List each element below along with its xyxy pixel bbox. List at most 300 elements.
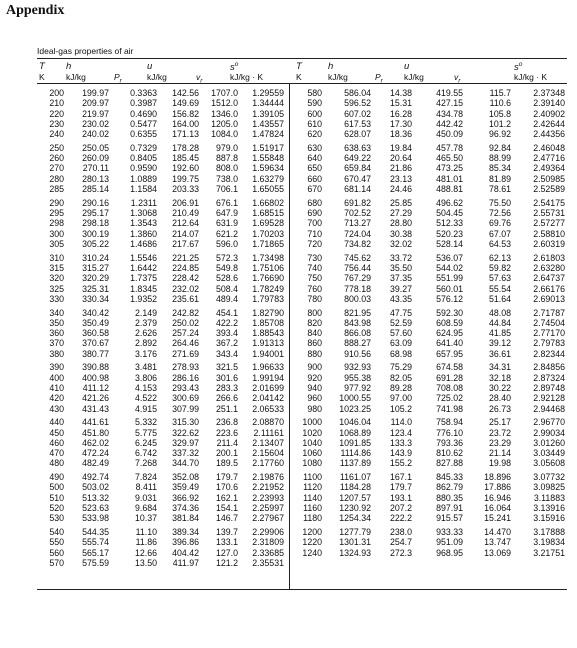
cell-u: 206.91 xyxy=(172,197,199,208)
cell-Pr: 19.84 xyxy=(389,142,412,153)
cell-u: 329.97 xyxy=(172,437,199,448)
cell-T: 760 xyxy=(307,283,322,294)
cell-u: 951.09 xyxy=(436,537,463,548)
cell-s: 3.11883 xyxy=(533,492,565,503)
cell-Pr: 193.1 xyxy=(389,492,412,503)
table-row xyxy=(37,253,285,263)
cell-T: 560 xyxy=(49,547,64,558)
cell-Pr: 82.05 xyxy=(389,372,412,383)
cell-vr: 223.6 xyxy=(215,427,238,438)
table-top-rule xyxy=(37,58,567,59)
cell-vr: 162.1 xyxy=(215,492,238,503)
cell-h: 285.14 xyxy=(82,184,109,195)
cell-vr: 25.17 xyxy=(488,417,511,428)
table-row xyxy=(37,338,285,348)
cell-u: 657.95 xyxy=(436,348,463,359)
cell-vr: 85.34 xyxy=(488,163,511,174)
cell-T: 280 xyxy=(49,173,64,184)
cell-s: 1.63279 xyxy=(252,173,284,184)
cell-s: 1.51917 xyxy=(252,142,284,153)
cell-T: 1140 xyxy=(303,492,322,503)
cell-Pr: 30.38 xyxy=(389,228,412,239)
table-row xyxy=(291,198,567,208)
cell-u: 307.99 xyxy=(172,403,199,414)
cell-vr: 81.89 xyxy=(488,173,511,184)
cell-h: 767.29 xyxy=(344,273,371,284)
cell-vr: 211.4 xyxy=(216,437,238,448)
cell-s: 2.52589 xyxy=(533,184,565,195)
cell-h: 843.98 xyxy=(344,317,371,328)
cell-s: 2.89748 xyxy=(533,382,565,393)
table-row xyxy=(291,393,567,403)
table-row xyxy=(291,109,567,119)
cell-Pr: 7.824 xyxy=(134,472,157,483)
cell-s: 2.37348 xyxy=(533,88,565,98)
cell-s: 2.96770 xyxy=(533,417,565,428)
table-row xyxy=(37,404,285,414)
cell-T: 1060 xyxy=(302,448,322,459)
cell-u: 235.61 xyxy=(172,293,199,304)
table-right-half xyxy=(291,88,567,558)
cell-u: 708.08 xyxy=(436,382,463,393)
cell-Pr: 238.0 xyxy=(389,527,412,537)
cell-vr: 55.54 xyxy=(488,283,511,294)
cell-s: 2.25997 xyxy=(252,503,284,514)
cell-u: 592.30 xyxy=(436,307,463,318)
cell-h: 370.67 xyxy=(82,338,109,349)
table-row xyxy=(37,482,285,492)
cell-Pr: 2.149 xyxy=(134,307,157,318)
cell-h: 745.62 xyxy=(344,252,371,263)
cell-Pr: 4.522 xyxy=(134,393,157,404)
cell-Pr: 63.09 xyxy=(389,338,412,349)
table-row xyxy=(291,208,567,218)
cell-vr: 62.13 xyxy=(488,252,511,263)
cell-vr: 72.56 xyxy=(488,208,511,219)
table-row xyxy=(291,417,567,427)
cell-vr: 528.6 xyxy=(215,273,238,284)
cell-h: 955.38 xyxy=(344,372,371,383)
cell-T: 960 xyxy=(307,393,322,404)
table-row xyxy=(291,404,567,414)
cell-vr: 676.1 xyxy=(215,197,238,208)
cell-vr: 422.2 xyxy=(215,317,238,328)
cell-h: 400.98 xyxy=(82,372,109,383)
cell-u: 142.56 xyxy=(172,88,199,98)
cell-s: 1.65055 xyxy=(252,184,284,195)
cell-h: 1068.89 xyxy=(339,427,371,438)
table-title: Ideal-gas properties of air xyxy=(37,46,134,56)
cell-s: 2.39140 xyxy=(533,98,565,109)
header-u-left: u xyxy=(147,61,153,72)
cell-Pr: 123.4 xyxy=(389,427,412,438)
cell-Pr: 272.3 xyxy=(389,547,412,558)
cell-u: 221.25 xyxy=(172,252,199,263)
cell-Pr: 6.245 xyxy=(134,437,157,448)
cell-h: 1254.34 xyxy=(339,513,371,524)
cell-u: 933.33 xyxy=(436,527,463,537)
cell-s: 1.85708 xyxy=(252,317,284,328)
cell-Pr: 23.13 xyxy=(389,173,412,184)
cell-u: 381.84 xyxy=(172,513,199,524)
cell-T: 1240 xyxy=(302,547,322,558)
cell-s: 2.13407 xyxy=(252,437,284,448)
cell-u: 300.69 xyxy=(172,393,199,404)
table-row xyxy=(37,537,285,547)
cell-s: 2.06533 xyxy=(252,403,284,414)
cell-s: 1.34444 xyxy=(252,98,284,109)
cell-s: 2.64737 xyxy=(533,273,565,284)
cell-T: 410 xyxy=(49,382,64,393)
cell-s: 2.61803 xyxy=(533,252,565,263)
cell-vr: 96.92 xyxy=(488,129,511,140)
cell-vr: 979.0 xyxy=(215,142,238,153)
cell-u: 366.92 xyxy=(172,492,199,503)
cell-s: 2.57277 xyxy=(533,218,565,229)
header-h-unit-right: kJ/kg xyxy=(328,72,348,82)
cell-vr: 110.6 xyxy=(489,98,511,109)
table-row xyxy=(37,239,285,249)
cell-s: 2.19876 xyxy=(252,472,284,483)
cell-u: 210.49 xyxy=(172,208,199,219)
cell-s: 2.54175 xyxy=(533,197,565,208)
cell-T: 1120 xyxy=(303,482,322,493)
cell-vr: 631.9 xyxy=(215,218,238,229)
cell-T: 750 xyxy=(307,273,322,284)
cell-h: 300.19 xyxy=(82,228,109,239)
cell-vr: 508.4 xyxy=(215,283,238,294)
table-row xyxy=(37,88,285,98)
cell-Pr: 0.5477 xyxy=(130,118,157,129)
cell-Pr: 16.28 xyxy=(389,108,412,119)
cell-Pr: 222.2 xyxy=(389,513,412,524)
cell-T: 720 xyxy=(307,238,322,249)
cell-u: 242.82 xyxy=(172,307,199,318)
cell-u: 217.67 xyxy=(172,238,199,249)
cell-T: 285 xyxy=(49,184,64,195)
cell-s: 2.29906 xyxy=(252,527,284,537)
cell-vr: 48.08 xyxy=(488,307,511,318)
cell-vr: 41.85 xyxy=(488,328,511,339)
cell-u: 624.95 xyxy=(436,328,463,339)
cell-u: 322.62 xyxy=(172,427,199,438)
cell-T: 260 xyxy=(49,153,64,164)
table-row xyxy=(37,503,285,513)
table-row xyxy=(291,119,567,129)
cell-h: 628.07 xyxy=(344,129,371,140)
cell-T: 590 xyxy=(307,98,322,109)
cell-T: 450 xyxy=(49,427,64,438)
cell-vr: 75.50 xyxy=(488,197,511,208)
cell-T: 240 xyxy=(49,129,64,140)
cell-Pr: 167.1 xyxy=(389,472,412,483)
cell-Pr: 207.2 xyxy=(389,503,412,514)
cell-u: 149.69 xyxy=(172,98,199,109)
cell-T: 530 xyxy=(49,513,64,524)
cell-Pr: 0.7329 xyxy=(130,142,157,153)
cell-T: 1220 xyxy=(302,537,322,548)
cell-Pr: 133.3 xyxy=(389,437,412,448)
cell-s: 2.84856 xyxy=(533,362,565,373)
cell-Pr: 11.10 xyxy=(135,527,157,537)
cell-h: 462.02 xyxy=(82,437,109,448)
cell-h: 492.74 xyxy=(82,472,109,483)
cell-vr: 23.29 xyxy=(488,437,511,448)
cell-T: 700 xyxy=(307,218,322,229)
cell-u: 389.34 xyxy=(172,527,199,537)
cell-vr: 17.886 xyxy=(484,482,511,493)
cell-s: 2.87324 xyxy=(533,372,565,383)
cell-vr: 21.14 xyxy=(488,448,511,459)
cell-Pr: 20.64 xyxy=(389,153,412,164)
cell-h: 821.95 xyxy=(344,307,371,318)
cell-s: 1.59634 xyxy=(252,163,284,174)
cell-s: 2.69013 xyxy=(533,293,565,304)
cell-T: 980 xyxy=(307,403,322,414)
cell-h: 250.05 xyxy=(82,142,109,153)
appendix-heading: Appendix xyxy=(6,3,65,18)
cell-u: 496.62 xyxy=(436,197,463,208)
cell-u: 203.33 xyxy=(172,184,199,195)
cell-T: 298 xyxy=(49,218,64,229)
cell-vr: 16.946 xyxy=(484,492,511,503)
cell-vr: 251.1 xyxy=(215,403,238,414)
cell-h: 1161.07 xyxy=(339,472,371,483)
cell-T: 640 xyxy=(307,153,322,164)
cell-s: 1.47824 xyxy=(252,129,284,140)
cell-s: 2.63280 xyxy=(533,262,565,273)
table-row xyxy=(37,308,285,318)
cell-h: 713.27 xyxy=(344,218,371,229)
cell-T: 490 xyxy=(49,472,64,483)
cell-h: 800.03 xyxy=(344,293,371,304)
cell-s: 3.17888 xyxy=(533,527,565,537)
table-row xyxy=(37,362,285,372)
cell-Pr: 17.30 xyxy=(389,118,412,129)
cell-T: 1200 xyxy=(302,527,322,537)
cell-vr: 572.3 xyxy=(215,252,238,263)
cell-T: 400 xyxy=(49,372,64,383)
cell-u: 156.82 xyxy=(172,108,199,119)
table-row xyxy=(291,253,567,263)
cell-Pr: 33.72 xyxy=(389,252,412,263)
cell-vr: 393.4 xyxy=(215,328,238,339)
table-row xyxy=(291,527,567,537)
header-u-unit-right: kJ/kg xyxy=(404,72,424,82)
cell-s: 1.76690 xyxy=(252,273,284,284)
table-row xyxy=(291,383,567,393)
cell-u: 359.49 xyxy=(172,482,199,493)
cell-u: 473.25 xyxy=(436,163,463,174)
cell-vr: 549.8 xyxy=(215,262,238,273)
cell-u: 544.02 xyxy=(436,262,463,273)
cell-T: 630 xyxy=(307,142,322,153)
cell-vr: 706.1 xyxy=(215,184,238,195)
header-u-right: u xyxy=(404,61,410,72)
cell-s: 1.66802 xyxy=(252,197,284,208)
cell-h: 340.42 xyxy=(82,307,109,318)
cell-s: 2.71787 xyxy=(533,307,565,318)
cell-T: 1100 xyxy=(303,472,322,483)
cell-T: 550 xyxy=(49,537,64,548)
cell-h: 607.02 xyxy=(344,108,371,119)
table-row xyxy=(291,129,567,139)
cell-s: 1.79783 xyxy=(252,293,284,304)
cell-h: 977.92 xyxy=(344,382,371,393)
table-row xyxy=(291,184,567,194)
cell-u: 352.08 xyxy=(172,472,199,483)
table-row xyxy=(37,373,285,383)
cell-s: 2.50985 xyxy=(533,173,565,184)
cell-h: 390.88 xyxy=(82,362,109,373)
cell-h: 659.84 xyxy=(344,163,371,174)
cell-h: 472.24 xyxy=(82,448,109,459)
table-row xyxy=(37,393,285,403)
cell-Pr: 24.46 xyxy=(389,184,412,195)
table-row xyxy=(37,349,285,359)
cell-h: 260.09 xyxy=(82,153,109,164)
cell-T: 315 xyxy=(49,262,64,273)
cell-u: 199.75 xyxy=(172,173,199,184)
cell-h: 320.29 xyxy=(82,273,109,284)
table-row xyxy=(37,208,285,218)
cell-h: 199.97 xyxy=(82,88,109,98)
cell-s: 3.05608 xyxy=(533,458,565,469)
cell-s: 2.21952 xyxy=(252,482,284,493)
table-row xyxy=(291,537,567,547)
cell-s: 2.79783 xyxy=(533,338,565,349)
cell-vr: 15.241 xyxy=(484,513,511,524)
cell-vr: 115.7 xyxy=(489,88,511,98)
cell-T: 270 xyxy=(49,163,64,174)
table-row xyxy=(37,229,285,239)
header-T-right: T xyxy=(296,61,302,72)
cell-vr: 105.8 xyxy=(488,108,511,119)
cell-T: 900 xyxy=(307,362,322,373)
cell-T: 670 xyxy=(307,184,322,195)
cell-u: 278.93 xyxy=(172,362,199,373)
cell-Pr: 1.6442 xyxy=(130,262,157,273)
cell-vr: 489.4 xyxy=(215,293,238,304)
cell-u: 465.50 xyxy=(436,153,463,164)
cell-h: 325.31 xyxy=(82,283,109,294)
cell-vr: 69.76 xyxy=(488,218,511,229)
cell-Pr: 2.892 xyxy=(134,338,157,349)
table-row xyxy=(37,513,285,523)
cell-Pr: 3.176 xyxy=(134,348,157,359)
header-h-unit-left: kJ/kg xyxy=(66,72,86,82)
cell-u: 488.81 xyxy=(436,184,463,195)
cell-Pr: 32.02 xyxy=(389,238,412,249)
table-row xyxy=(291,263,567,273)
table-row xyxy=(37,198,285,208)
cell-Pr: 1.9352 xyxy=(130,293,157,304)
cell-vr: 189.5 xyxy=(215,458,238,469)
table-row xyxy=(37,218,285,228)
cell-u: 250.02 xyxy=(172,317,199,328)
cell-s: 3.03449 xyxy=(533,448,565,459)
cell-T: 200 xyxy=(49,88,64,98)
cell-Pr: 254.7 xyxy=(389,537,412,548)
cell-T: 295 xyxy=(49,208,64,219)
cell-h: 596.52 xyxy=(344,98,371,109)
cell-Pr: 0.3987 xyxy=(130,98,157,109)
cell-s: 2.11161 xyxy=(253,427,284,438)
cell-T: 440 xyxy=(49,417,64,428)
table-row xyxy=(37,428,285,438)
table-row xyxy=(37,263,285,273)
cell-T: 500 xyxy=(49,482,64,493)
cell-T: 420 xyxy=(49,393,64,404)
header-u-unit-left: kJ/kg xyxy=(147,72,167,82)
cell-Pr: 35.50 xyxy=(389,262,412,273)
cell-h: 1184.28 xyxy=(339,482,371,493)
cell-vr: 596.0 xyxy=(215,238,238,249)
cell-h: 681.14 xyxy=(344,184,371,195)
cell-vr: 1346.0 xyxy=(211,108,238,119)
cell-u: 915.57 xyxy=(436,513,463,524)
cell-vr: 454.1 xyxy=(215,307,238,318)
table-row xyxy=(37,417,285,427)
table-row xyxy=(291,362,567,372)
cell-vr: 146.7 xyxy=(215,513,238,524)
cell-Pr: 9.684 xyxy=(134,503,157,514)
cell-s: 1.78249 xyxy=(252,283,284,294)
cell-vr: 23.72 xyxy=(488,427,511,438)
cell-s: 1.71865 xyxy=(252,238,284,249)
cell-h: 1324.93 xyxy=(339,547,371,558)
cell-h: 1277.79 xyxy=(339,527,371,537)
cell-h: 1301.31 xyxy=(339,537,371,548)
cell-u: 560.01 xyxy=(436,283,463,294)
header-h-left: h xyxy=(66,61,72,72)
cell-T: 610 xyxy=(307,118,322,129)
cell-vr: 133.1 xyxy=(215,537,238,548)
cell-u: 257.24 xyxy=(172,328,199,339)
cell-h: 1207.57 xyxy=(339,492,371,503)
cell-s: 2.33685 xyxy=(252,547,284,558)
cell-T: 380 xyxy=(49,348,64,359)
cell-vr: 200.1 xyxy=(215,448,238,459)
cell-vr: 266.6 xyxy=(215,393,238,404)
cell-h: 1023.25 xyxy=(339,403,371,414)
cell-vr: 67.07 xyxy=(488,228,511,239)
cell-Pr: 28.80 xyxy=(389,218,412,229)
cell-vr: 32.18 xyxy=(488,372,511,383)
cell-s: 3.15916 xyxy=(533,513,565,524)
cell-vr: 30.22 xyxy=(488,382,511,393)
cell-h: 513.32 xyxy=(82,492,109,503)
cell-h: 1091.85 xyxy=(339,437,371,448)
cell-vr: 139.7 xyxy=(215,527,238,537)
cell-u: 404.42 xyxy=(172,547,199,558)
cell-Pr: 68.98 xyxy=(389,348,412,359)
cell-u: 968.95 xyxy=(436,547,463,558)
cell-vr: 13.069 xyxy=(484,547,511,558)
cell-u: 536.07 xyxy=(436,252,463,263)
cell-s: 2.31809 xyxy=(252,537,284,548)
table-row xyxy=(291,163,567,173)
cell-u: 442.42 xyxy=(436,118,463,129)
table-row xyxy=(37,174,285,184)
table-row xyxy=(37,558,285,568)
table-row xyxy=(291,98,567,108)
cell-Pr: 2.626 xyxy=(134,328,157,339)
cell-vr: 127.0 xyxy=(215,547,238,558)
cell-T: 740 xyxy=(307,262,322,273)
cell-Pr: 9.031 xyxy=(134,492,157,503)
cell-s: 1.75106 xyxy=(252,262,284,273)
